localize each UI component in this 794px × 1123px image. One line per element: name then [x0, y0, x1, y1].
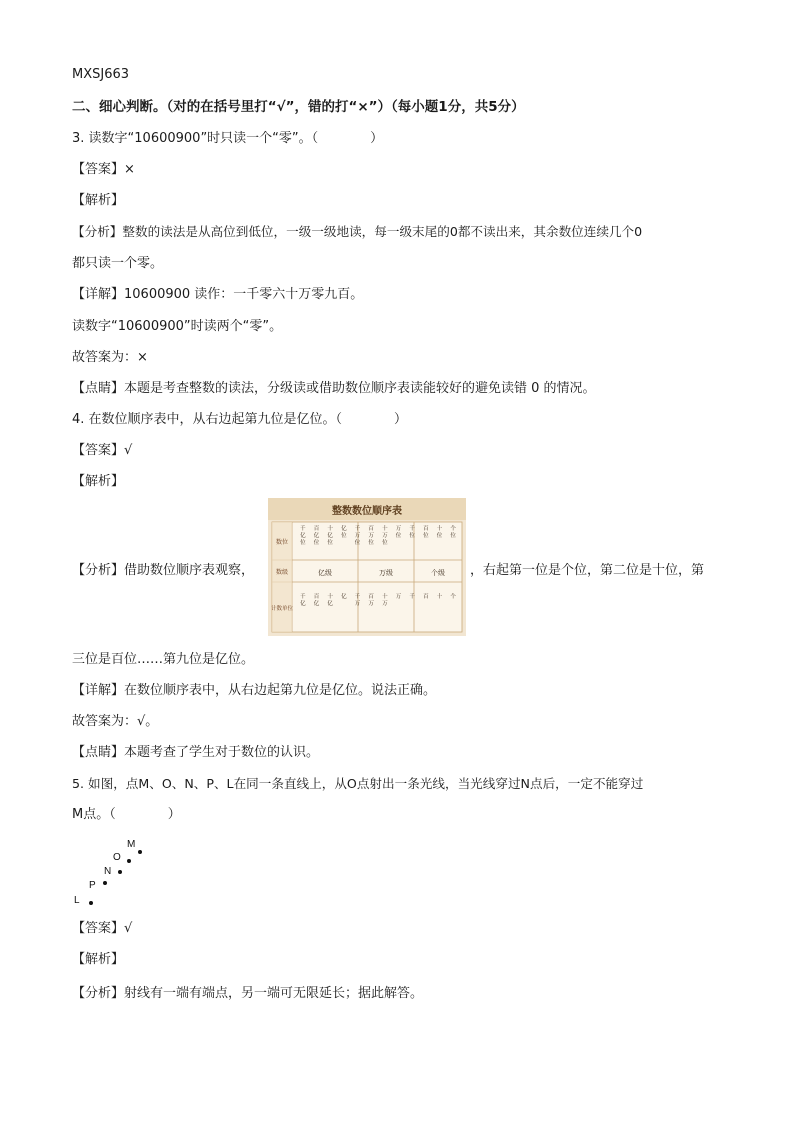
table-unit-col: 个 — [450, 594, 456, 600]
q4-fenxi-line2: 三位是百位……第九位是亿位。 — [72, 652, 255, 667]
table-place-col: 万位 — [395, 526, 402, 539]
q4-conclusion: 故答案为：√。 — [72, 714, 159, 729]
table-title: 整数数位顺序表 — [332, 506, 402, 517]
table-unit-col: 千 — [409, 594, 415, 600]
q3-fenxi-line1: 【分析】整数的读法是从高位到低位，一级一级地读，每一级末尾的0都不读出来，其余数位连续几个0 — [72, 224, 643, 239]
table-row-label-place: 数位 — [275, 539, 289, 546]
table-place-col: 亿位 — [341, 526, 347, 539]
table-unit-col: 百亿 — [313, 594, 320, 607]
q5-fenxi: 【分析】射线有一端有端点，另一端可无限延长；据此解答。 — [72, 986, 424, 1001]
table-place-col: 十位 — [436, 526, 443, 539]
q4-answer: 【答案】√ — [72, 443, 133, 458]
table-row-label-level: 数级 — [275, 569, 289, 576]
table-unit-col: 十万 — [382, 594, 388, 607]
q3-question: 3. 读数字“10600900”时只读一个“零”。（ ） — [72, 131, 384, 146]
point-label-l: L — [74, 895, 80, 906]
point-label-p: P — [89, 880, 96, 891]
table-unit-col: 千万 — [354, 594, 361, 607]
table-place-col: 千万位 — [354, 526, 361, 546]
q5-question: 5. 如图，点M、O、N、P、L在同一条直线上，从O点射出一条光线，当光线穿过N点后，一定不能穿过 — [72, 776, 644, 791]
q4-comment: 【点睛】本题考查了学生对于数位的认识。 — [72, 745, 320, 760]
q4-fenxi-before: 【分析】借助数位顺序表观察， — [72, 563, 255, 578]
table-place-col: 百位 — [423, 526, 429, 539]
table-place-col: 个位 — [450, 526, 456, 539]
collinear-points-figure — [70, 836, 160, 911]
table-place-col: 十万位 — [382, 526, 388, 546]
point-p — [103, 881, 107, 885]
q3-detail: 【详解】10600900 读作：一千零六十万零九百。 — [72, 287, 364, 302]
q3-answer: 【答案】× — [72, 162, 135, 177]
doc-code: MXSJ663 — [72, 67, 130, 82]
table-level-ge: 个级 — [431, 569, 445, 577]
table-unit-col: 百 — [423, 594, 429, 600]
q5-answer: 【答案】√ — [72, 921, 133, 936]
q5-analysis-label: 【解析】 — [72, 952, 125, 967]
table-place-col: 百亿位 — [313, 526, 320, 546]
table-place-col: 千亿位 — [300, 526, 306, 546]
q4-question: 4. 在数位顺序表中，从右边起第九位是亿位。（ ） — [72, 412, 408, 427]
q4-detail: 【详解】在数位顺序表中，从右边起第九位是亿位。说法正确。 — [72, 683, 437, 698]
point-o — [127, 859, 131, 863]
point-label-n: N — [104, 866, 112, 877]
table-level-yi: 亿级 — [318, 569, 332, 577]
table-unit-col: 百万 — [368, 594, 374, 607]
table-unit-col: 亿 — [341, 594, 347, 600]
table-level-wan: 万级 — [379, 569, 393, 577]
q3-conclusion: 故答案为：× — [72, 350, 148, 365]
section-title: 二、细心判断。（对的在括号里打“√”，错的打“×”）（每小题1分，共5分） — [72, 99, 525, 115]
table-place-col: 千位 — [409, 526, 415, 539]
table-unit-col: 十亿 — [327, 594, 333, 607]
q3-analysis-label: 【解析】 — [72, 193, 125, 208]
q3-fenxi-line2: 都只读一个零。 — [72, 256, 164, 271]
q5-question-line2: M点。（ ） — [72, 807, 181, 822]
table-row-label-unit: 计数单位 — [270, 606, 294, 612]
table-unit-col: 十 — [436, 594, 443, 600]
table-unit-col: 万 — [395, 594, 402, 600]
q4-fenxi-after: ，右起第一位是个位，第二位是十位，第 — [470, 563, 705, 578]
point-l — [89, 901, 93, 905]
table-unit-col: 千亿 — [300, 594, 306, 607]
point-n — [118, 870, 122, 874]
point-label-o: O — [113, 852, 121, 863]
point-label-m: M — [127, 839, 136, 850]
q4-analysis-label: 【解析】 — [72, 474, 125, 489]
table-place-col: 百万位 — [368, 526, 374, 546]
place-value-table-image — [268, 498, 466, 636]
point-m — [138, 850, 142, 854]
q3-comment: 【点睛】本题是考查整数的读法，分级读或借助数位顺序表读能较好的避免读错 0 的情况。 — [72, 381, 596, 396]
table-place-col: 十亿位 — [327, 526, 333, 546]
q3-detail-2: 读数字“10600900”时读两个“零”。 — [72, 319, 283, 334]
